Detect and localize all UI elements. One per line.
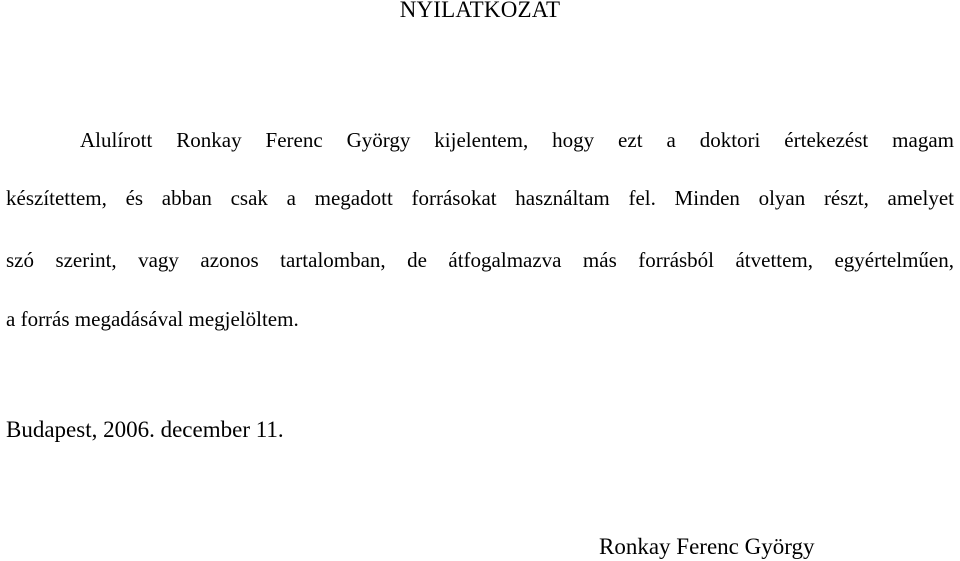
declaration-line-3: szó szerint, vagy azonos tartalomban, de átfogalmazva más forrásból átvettem, egyértelműen, xyxy=(6,248,954,272)
declaration-line-2: készítettem, és abban csak a megadott forrásokat használtam fel. Minden olyan részt, amelyet xyxy=(6,186,954,210)
declaration-line-1: Alulírott Ronkay Ferenc György kijelentem, hogy ezt a doktori értekezést magam xyxy=(80,128,954,152)
declaration-line-4: a forrás megadásával megjelöltem. xyxy=(6,307,299,331)
place-and-date: Budapest, 2006. december 11. xyxy=(6,417,284,442)
signature-name: Ronkay Ferenc György xyxy=(599,534,815,559)
document-title: NYILATKOZAT xyxy=(399,0,561,22)
